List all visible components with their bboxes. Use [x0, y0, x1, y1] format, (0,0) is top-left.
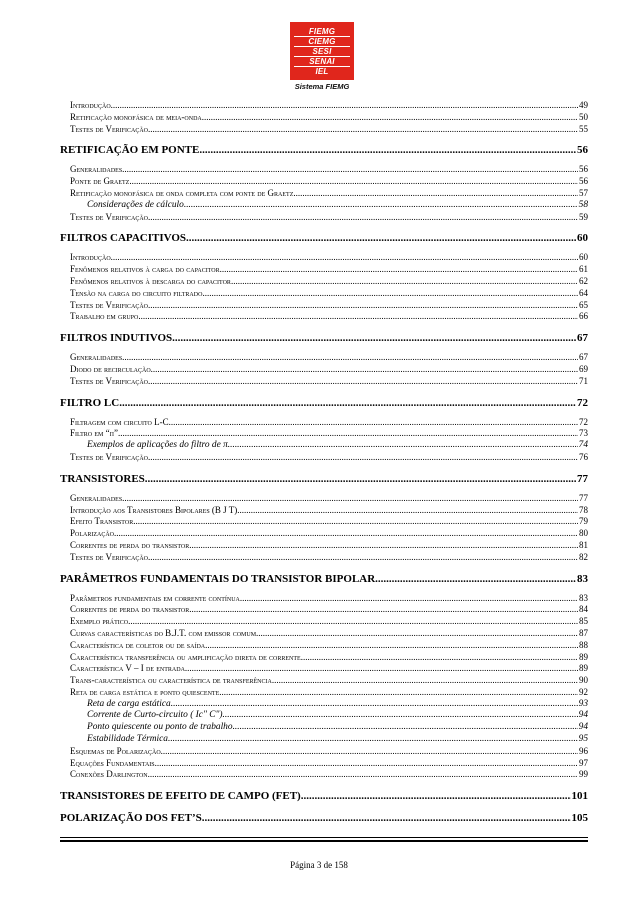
toc-page-number: 65: [579, 299, 588, 310]
sistema-fiemg-logo: [290, 22, 354, 91]
toc-entry[interactable]: [60, 675, 588, 687]
toc-entry[interactable]: [60, 710, 588, 722]
toc-page-number: 83: [577, 572, 588, 585]
logo-red-box: [290, 22, 354, 80]
toc-dot-leader: [184, 200, 578, 212]
logo-line-senai: SENAI: [294, 56, 350, 66]
toc-entry-title: Exemplo prático: [70, 616, 129, 627]
toc-entry[interactable]: [60, 200, 588, 212]
toc-entry-title: PARÂMETROS FUNDAMENTAIS DO TRANSISTOR BIPOLAR: [60, 572, 376, 585]
toc-entry[interactable]: [60, 300, 588, 312]
toc-entry[interactable]: [60, 699, 588, 711]
toc-entry[interactable]: [60, 428, 588, 440]
page-number: Página 3 de 158: [290, 860, 348, 870]
toc-dot-leader: [114, 528, 578, 540]
toc-entry-title: Polarização: [70, 528, 115, 539]
toc-dot-leader: [148, 769, 578, 781]
toc-dot-leader: [148, 452, 578, 464]
toc-entry-title: Reta de carga estática: [87, 698, 171, 709]
toc-page-number: 56: [577, 144, 588, 157]
logo-caption: Sistema FIEMG: [294, 82, 350, 91]
toc-entry-title: Esquemas de Polarização: [70, 745, 161, 756]
toc-page-number: 88: [579, 639, 588, 650]
toc-entry[interactable]: [60, 493, 588, 505]
toc-entry[interactable]: [60, 516, 588, 528]
toc-section-entry[interactable]: [60, 472, 588, 486]
toc-page-number: 82: [579, 551, 588, 562]
toc-entry[interactable]: [60, 593, 588, 605]
table-of-contents: [60, 100, 588, 832]
toc-entry-title: Ponte de Graetz: [70, 176, 130, 187]
toc-page-number: 58: [578, 199, 588, 210]
toc-entry-title: TRANSISTORES DE EFEITO DE CAMPO (FET): [60, 790, 301, 803]
toc-dot-leader: [151, 364, 578, 376]
toc-dot-leader: [111, 100, 578, 112]
toc-entry[interactable]: [60, 164, 588, 176]
toc-dot-leader: [148, 552, 578, 564]
toc-entry[interactable]: [60, 452, 588, 464]
logo-line-iel: IEL: [294, 66, 350, 76]
toc-entry[interactable]: [60, 188, 588, 200]
toc-entry-title: Testes de Verificação: [70, 451, 149, 462]
toc-page-number: 69: [579, 363, 588, 374]
toc-section-entry[interactable]: [60, 789, 588, 803]
toc-page-number: 84: [579, 604, 588, 615]
toc-page-number: 72: [577, 396, 588, 409]
toc-entry-title: Característica transferência ou amplificação direta de corrente: [70, 651, 301, 662]
logo-line-sesi: SESI: [294, 46, 350, 56]
toc-dot-leader: [172, 331, 576, 345]
logo-line-ciemg: CIEMG: [294, 36, 350, 46]
toc-dot-leader: [189, 604, 578, 616]
toc-dot-leader: [202, 288, 578, 300]
toc-entry[interactable]: [60, 652, 588, 664]
toc-page-number: 66: [579, 311, 588, 322]
toc-entry[interactable]: [60, 540, 588, 552]
toc-page-number: 101: [571, 790, 588, 803]
toc-dot-leader: [231, 276, 578, 288]
toc-page-number: 79: [579, 516, 588, 527]
toc-dot-leader: [118, 428, 578, 440]
toc-entry[interactable]: [60, 440, 588, 452]
toc-page-number: 61: [579, 264, 588, 275]
toc-entry-title: Parâmetros fundamentais em corrente contínua.: [70, 592, 243, 603]
toc-dot-leader: [148, 376, 578, 388]
toc-section-entry[interactable]: [60, 572, 588, 586]
toc-dot-leader: [133, 516, 578, 528]
toc-entry[interactable]: [60, 628, 588, 640]
toc-page-number: 81: [579, 539, 588, 550]
toc-dot-leader: [111, 252, 578, 264]
toc-entry-title: POLARIZAÇÃO DOS FET’S: [60, 812, 202, 825]
toc-entry-title: Exemplos de aplicações do filtro de π: [87, 440, 228, 451]
toc-entry-title: Equações Fundamentais: [70, 757, 155, 768]
toc-entry[interactable]: [60, 288, 588, 300]
toc-page-number: 83: [579, 592, 588, 603]
toc-entry[interactable]: [60, 528, 588, 540]
toc-dot-leader: [220, 264, 578, 276]
toc-entry-title: Trans-característica ou característica de transferência: [70, 675, 272, 686]
toc-page-number: 95: [578, 734, 588, 745]
toc-entry-title: Efeito Transistor: [70, 516, 134, 527]
toc-entry-title: Considerações de cálculo: [87, 199, 184, 210]
toc-page-number: 85: [579, 616, 588, 627]
toc-entry[interactable]: [60, 276, 588, 288]
toc-page-number: 93: [578, 698, 588, 709]
toc-entry[interactable]: [60, 746, 588, 758]
toc-entry-title: Testes de Verificação: [70, 123, 149, 134]
toc-page-number: 74: [578, 440, 588, 451]
toc-dot-leader: [185, 663, 578, 675]
toc-entry-title: Curvas características do B.J.T. com emissor comum: [70, 627, 257, 638]
toc-page-number: 90: [579, 675, 588, 686]
toc-dot-leader: [237, 505, 578, 517]
toc-dot-leader: [205, 640, 578, 652]
toc-page-number: 56: [579, 176, 588, 187]
toc-page-number: 55: [579, 123, 588, 134]
toc-page-number: 62: [579, 275, 588, 286]
toc-entry-title: Característica de coletor ou de saída: [70, 639, 206, 650]
toc-page-number: 105: [571, 812, 588, 825]
toc-dot-leader: [233, 722, 578, 734]
toc-entry-title: FILTROS INDUTIVOS: [60, 332, 173, 345]
toc-page-number: 76: [579, 451, 588, 462]
toc-entry[interactable]: [60, 663, 588, 675]
toc-dot-leader: [375, 572, 576, 586]
toc-dot-leader: [228, 440, 578, 452]
toc-entry-title: TRANSISTORES: [60, 472, 145, 485]
toc-entry-title: Reta de carga estática e ponto quiescente: [70, 686, 220, 697]
toc-dot-leader: [148, 300, 578, 312]
toc-dot-leader: [128, 616, 578, 628]
toc-page-number: 60: [579, 252, 588, 263]
footer-rule-thick: [60, 840, 588, 842]
toc-page-number: 73: [579, 428, 588, 439]
toc-page-number: 59: [579, 211, 588, 222]
toc-entry-title: Filtro em “π”: [70, 428, 118, 439]
toc-section-entry[interactable]: [60, 331, 588, 345]
toc-entry-title: Testes de Verificação: [70, 551, 149, 562]
toc-page-number: 67: [577, 332, 588, 345]
toc-page-number: 78: [579, 504, 588, 515]
toc-entry-title: Generalidades: [70, 352, 123, 363]
toc-page-number: 89: [579, 663, 588, 674]
toc-page-number: 77: [577, 472, 588, 485]
toc-entry-title: Generalidades: [70, 492, 123, 503]
toc-entry-title: Fenômenos relativos à descarga do capacitor: [70, 275, 231, 286]
toc-page-number: 67: [579, 352, 588, 363]
toc-dot-leader: [119, 396, 576, 410]
toc-dot-leader: [272, 675, 578, 687]
toc-entry-title: Introdução aos Transistores Bipolares (B J T): [70, 504, 238, 515]
toc-page-number: 94: [578, 710, 588, 721]
toc-section-entry[interactable]: [60, 396, 588, 410]
toc-entry[interactable]: [60, 769, 588, 781]
toc-entry[interactable]: [60, 722, 588, 734]
toc-entry-title: Fenômenos relativos à carga do capacitor: [70, 264, 220, 275]
toc-page-number: 80: [579, 528, 588, 539]
toc-entry-title: FILTROS CAPACITIVOS: [60, 232, 187, 245]
toc-entry[interactable]: [60, 505, 588, 517]
toc-entry[interactable]: [60, 311, 588, 323]
toc-page-number: 49: [579, 100, 588, 110]
toc-dot-leader: [148, 212, 578, 224]
toc-entry[interactable]: [60, 112, 588, 124]
toc-entry-title: Filtragem com circuito L-C: [70, 416, 169, 427]
toc-entry[interactable]: [60, 604, 588, 616]
toc-entry[interactable]: [60, 687, 588, 699]
toc-entry-title: Testes de Verificação: [70, 375, 149, 386]
toc-dot-leader: [122, 493, 578, 505]
toc-section-entry[interactable]: [60, 143, 588, 157]
toc-dot-leader: [122, 164, 578, 176]
toc-dot-leader: [293, 188, 578, 200]
toc-dot-leader: [202, 811, 571, 825]
toc-entry-title: Introdução: [70, 100, 111, 110]
toc-dot-leader: [161, 746, 578, 758]
toc-entry-title: Tensão na carga do circuito filtrado: [70, 287, 203, 298]
toc-dot-leader: [169, 417, 578, 429]
toc-section-entry[interactable]: [60, 811, 588, 825]
toc-page-number: 57: [579, 187, 588, 198]
toc-page-number: 96: [579, 745, 588, 756]
toc-entry-title: Testes de Verificação: [70, 299, 149, 310]
toc-dot-leader: [256, 628, 578, 640]
footer-rule-thin: [60, 837, 588, 838]
toc-entry[interactable]: [60, 364, 588, 376]
toc-dot-leader: [242, 593, 578, 605]
toc-page-number: 99: [579, 769, 588, 780]
toc-entry[interactable]: [60, 640, 588, 652]
logo-line-fiemg: FIEMG: [308, 27, 336, 36]
toc-page-number: 94: [578, 722, 588, 733]
toc-dot-leader: [301, 789, 571, 803]
toc-entry[interactable]: [60, 552, 588, 564]
toc-entry[interactable]: [60, 212, 588, 224]
toc-entry[interactable]: [60, 252, 588, 264]
toc-entry-title: Testes de Verificação: [70, 211, 149, 222]
toc-dot-leader: [225, 710, 578, 722]
toc-entry[interactable]: [60, 176, 588, 188]
toc-page-number: 87: [579, 627, 588, 638]
toc-entry[interactable]: [60, 100, 588, 112]
toc-entry[interactable]: [60, 264, 588, 276]
toc-entry-title: Ponto quiescente ou ponto de trabalho: [87, 722, 233, 733]
toc-entry-title: Corrente de Curto-circuito ( Ic" C").: [87, 710, 225, 721]
toc-dot-leader: [141, 311, 578, 323]
toc-entry[interactable]: [60, 734, 588, 746]
toc-entry-title: Estabilidade Térmica: [87, 734, 168, 745]
toc-section-entry[interactable]: [60, 231, 588, 245]
toc-entry[interactable]: [60, 124, 588, 136]
toc-page-number: 50: [579, 111, 588, 122]
toc-dot-leader: [301, 652, 578, 664]
toc-entry[interactable]: [60, 616, 588, 628]
toc-dot-leader: [122, 352, 578, 364]
toc-entry[interactable]: [60, 758, 588, 770]
toc-entry-title: RETIFICAÇÃO EM PONTE: [60, 144, 200, 157]
toc-page-number: 60: [577, 232, 588, 245]
toc-entry-title: Conexões Darlington: [70, 769, 148, 780]
toc-page-number: 92: [579, 686, 588, 697]
toc-dot-leader: [155, 758, 578, 770]
toc-page-number: 64: [579, 287, 588, 298]
toc-dot-leader: [186, 231, 576, 245]
toc-page-number: 89: [579, 651, 588, 662]
toc-dot-leader: [189, 540, 578, 552]
toc-dot-leader: [129, 176, 578, 188]
toc-entry-title: Correntes de perda do transistor: [70, 604, 190, 615]
toc-entry[interactable]: [60, 417, 588, 429]
toc-page-number: 72: [579, 416, 588, 427]
toc-dot-leader: [171, 699, 578, 711]
toc-entry[interactable]: [60, 352, 588, 364]
toc-entry-title: FILTRO LC: [60, 396, 120, 409]
toc-dot-leader: [199, 143, 576, 157]
toc-entry-title: Retificação monofásica de meia-onda: [70, 111, 202, 122]
toc-dot-leader: [168, 734, 578, 746]
toc-entry-title: Diodo de recirculação: [70, 363, 151, 374]
toc-entry-title: Introdução: [70, 252, 111, 263]
toc-entry-title: Correntes de perda do transistor: [70, 539, 190, 550]
toc-page-number: 77: [579, 492, 588, 503]
toc-entry[interactable]: [60, 376, 588, 388]
toc-page-number: 56: [579, 164, 588, 175]
toc-dot-leader: [148, 124, 578, 136]
toc-dot-leader: [202, 112, 578, 124]
toc-entry-title: Trabalho em grupo.: [70, 311, 141, 322]
toc-dot-leader: [145, 472, 576, 486]
toc-entry-title: Característica V – I de entrada: [70, 663, 185, 674]
toc-page-number: 71: [579, 375, 588, 386]
toc-dot-leader: [219, 687, 578, 699]
toc-entry-title: Retificação monofásica de onda completa com ponte de Graetz: [70, 187, 294, 198]
toc-entry-title: Generalidades: [70, 164, 123, 175]
toc-page-number: 97: [579, 757, 588, 768]
